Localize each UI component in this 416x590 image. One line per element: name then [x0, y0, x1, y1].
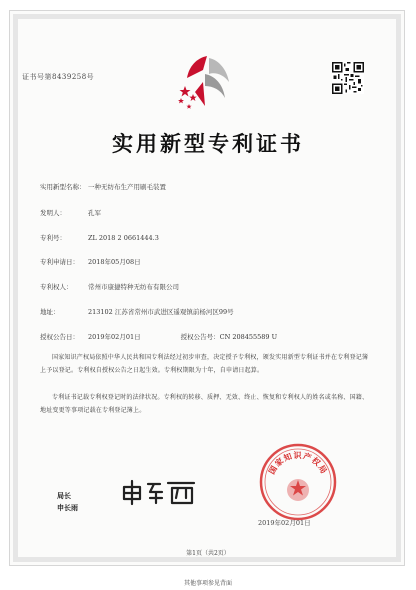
field-value: 213102 江苏省常州市武进区遥观镇前杨河区99号	[88, 308, 234, 316]
seal-text: 国家知识产权局	[266, 450, 330, 476]
director	[57, 490, 78, 514]
body-paragraph: 国家知识产权局依照中华人民共和国专利法经过初步审查，决定授予专利权，颁发实用新型专利证书并在专利登记簿上予以登记。专利权自授权公告之日起生效。专利权期限为十年，自申请日起算。	[40, 354, 369, 374]
field-utility-model-name	[40, 182, 166, 191]
field-patent-number	[40, 233, 159, 242]
field-label: 地址：	[40, 308, 60, 316]
director-signature	[120, 478, 198, 506]
field-grant-date	[40, 332, 277, 341]
field-value: 一种无纺布生产用刷毛装置	[88, 183, 166, 191]
body-paragraph: 专利证书记载专利权登记时的法律状况。专利权的转移、质押、无效、终止、恢复和专利权人的姓名或名称、国籍、地址变更等事项记载在专利登记簿上。	[40, 394, 369, 414]
footer-note: 其他事项参见背面	[183, 580, 232, 587]
issue-date: 2019年02月01日	[258, 519, 311, 527]
field-label: 实用新型名称：	[40, 183, 86, 191]
page-number: 第1页（共2页）	[186, 550, 230, 557]
field-value: 常州市康捷特种无纺布有限公司	[88, 283, 179, 291]
field-value: ZL 2018 2 0661444.3	[88, 234, 159, 242]
field-label: 专利权人：	[40, 283, 73, 291]
field-application-date	[40, 257, 141, 266]
official-seal	[258, 442, 338, 522]
field-address	[40, 307, 234, 316]
field-inventor	[40, 208, 101, 217]
field-value: 2019年02月01日	[88, 333, 141, 341]
field-label: 发明人：	[40, 209, 66, 217]
field-value: 孔军	[88, 209, 101, 217]
field-patentee	[40, 282, 179, 291]
director-title: 局长	[57, 491, 71, 500]
field-label: 授权公告日：	[40, 333, 79, 341]
field-label: 专利申请日：	[40, 258, 79, 266]
field-label: 专利号：	[40, 234, 66, 242]
certificate-number: 证书号第8439258号	[22, 73, 95, 81]
grant-publication-number: 授权公告号：CN 208455589 U	[180, 333, 278, 341]
qr-code	[332, 62, 364, 94]
director-name: 申长雨	[57, 503, 78, 512]
certificate-title: 实用新型专利证书	[112, 131, 304, 156]
patent-office-emblem-icon	[175, 52, 239, 110]
field-value: 2018年05月08日	[88, 258, 141, 266]
